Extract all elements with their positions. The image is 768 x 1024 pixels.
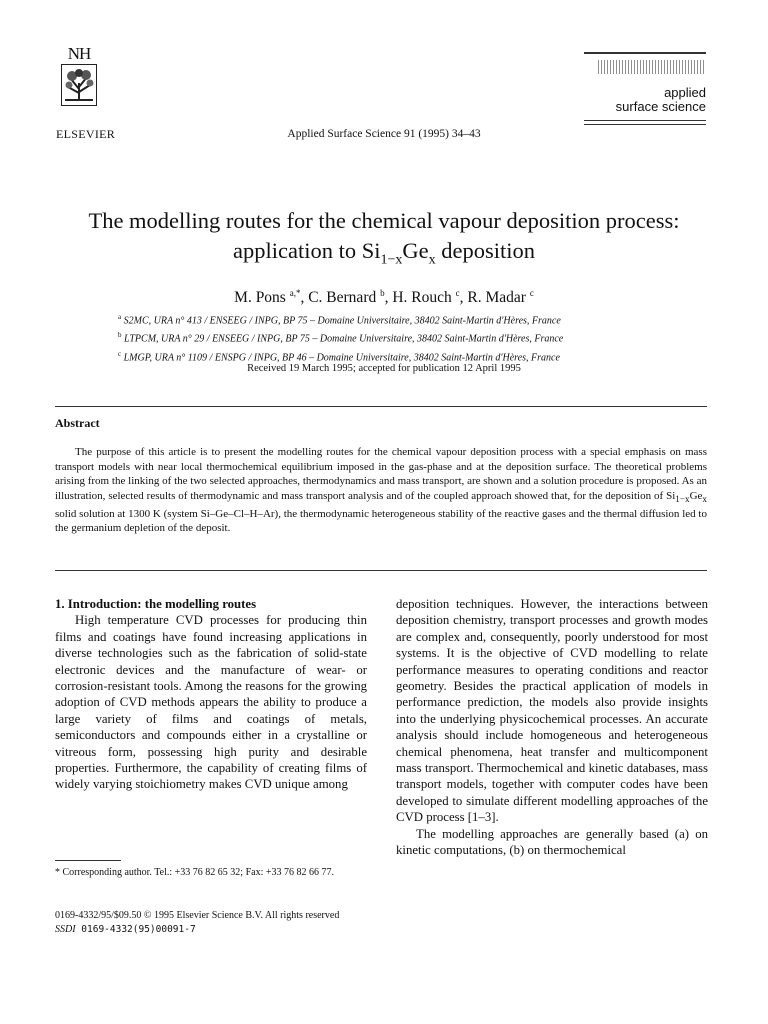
body-paragraph: deposition techniques. However, the interactions between deposition chemistry, transport processes and growth modes are complex and, consequently, poorly understood for most systems. It is the objective of CVD modelling to relate performance measures to operating conditions and reactor geometry. Besides the practical application of models in performance prediction, the models also provide insights into the underlying physicochemical processes. An accurate analysis should include homogeneous and heterogeneous chemical phenomena, heat transfer and multicomponent mass transport. Thermochemical and kinetic databases, mass transport models, together with computer codes have been developed to simulate different modelling approaches of the CVD process [1–3]. <box>396 597 708 825</box>
journal-logo <box>584 52 706 128</box>
author: H. Rouch $^c$, <box>392 288 468 307</box>
article-title <box>30 206 738 276</box>
journal-logo-pattern <box>598 60 706 74</box>
journal-logo-rule <box>584 52 706 54</box>
title-line1: The modelling routes for the chemical vapour deposition process: <box>88 208 680 233</box>
publisher-mark: NH <box>67 44 91 63</box>
abstract-heading: Abstract <box>55 416 100 430</box>
corresponding-author-footnote: * Corresponding author. Tel.: +33 76 82 65 32; Fax: +33 76 82 66 77. <box>55 867 334 878</box>
abstract-bottom-rule <box>55 570 707 571</box>
journal-name-line2: surface science <box>615 99 706 114</box>
journal-logo-rules <box>584 120 706 125</box>
body-column-left <box>55 596 367 793</box>
journal-name-line1: applied <box>664 85 706 100</box>
title-line2: application to $Si_{1-x}Ge_x$ deposition <box>232 238 535 268</box>
journal-citation: Applied Surface Science 91 (1995) 34–43 <box>287 128 481 140</box>
tree-emblem-icon <box>61 64 97 106</box>
affiliation: $^c$ LMGP, URA n° 1109 / ENSPG / INPG, BP 46 – Domaine Universitaire, 38402 Saint-Martin d'Hères, France <box>118 349 560 363</box>
copyright-block <box>55 909 339 937</box>
author: M. Pons $^{a,*}$, <box>234 288 309 307</box>
publisher-logo <box>50 45 108 106</box>
publisher-name: ELSEVIER <box>56 127 116 141</box>
journal-name <box>584 86 706 114</box>
author-list <box>0 288 768 307</box>
author: R. Madar $^c$ <box>467 288 534 307</box>
author: C. Bernard $^b$, <box>308 288 393 307</box>
affiliation: $^a$ S2MC, URA n° 413 / ENSEEG / INPG, BP 75 – Domaine Universitaire, 38402 Saint-Martin d'Hères, France <box>118 313 561 327</box>
abstract-top-rule <box>55 406 707 407</box>
affiliations <box>118 310 658 365</box>
footnote-rule <box>55 860 121 861</box>
received-dates: Received 19 March 1995; accepted for publication 12 April 1995 <box>247 363 521 374</box>
copyright-line: 0169-4332/95/$09.50 © 1995 Elsevier Science B.V. All rights reserved <box>55 910 340 921</box>
ssdi-line: SSDI 0169-4332(95)00091-7 <box>55 924 196 935</box>
body-column-right <box>396 596 708 859</box>
body-paragraph: The modelling approaches are generally based (a) on kinetic computations, (b) on thermochemical <box>396 826 708 858</box>
abstract-text: The purpose of this article is to present the modelling routes for the chemical vapour deposition process with a special emphasis on mass transport models with near local thermochemical equilibrium imposed in the gas-phase and at the deposition surface. The theoretical problems arising from the linking of the two selected approaches, thermodynamics and mass transport, are shown and a solution procedure is proposed. As an illustration, selected results of thermodynamic and mass transport analysis and of the coupled approach showed that, for the deposition of $Si_{1-x}Ge_x$ solid solution at 1300 K (system Si–Ge–Cl–H–Ar), the thermodynamic heterogeneous stability of the reactive gases and the thermal diffusion led to the germanium depletion of the deposit. <box>55 446 707 535</box>
affiliation: $^b$ LTPCM, URA n° 29 / ENSEEG / INPG, BP 75 – Domaine Universitaire, 38402 Saint-Martin d'Hères, France <box>118 331 564 345</box>
section-heading: 1. Introduction: the modelling routes <box>55 597 257 611</box>
body-paragraph: High temperature CVD processes for producing thin films and coatings have found increasing applications in diverse technologies such as the fabrication of solid-state electronic devices and the manufacture of wear- or corrosion-resistant tools. Among the reasons for the growing adoption of CVD methods appears the ability to produce a large variety of films and coatings of metals, semiconductors and compounds either in a crystalline or vitreous form, possessing high purity and desirable properties. Furthermore, the capability of creating films of widely varying stoichiometry makes CVD unique among <box>55 613 367 792</box>
